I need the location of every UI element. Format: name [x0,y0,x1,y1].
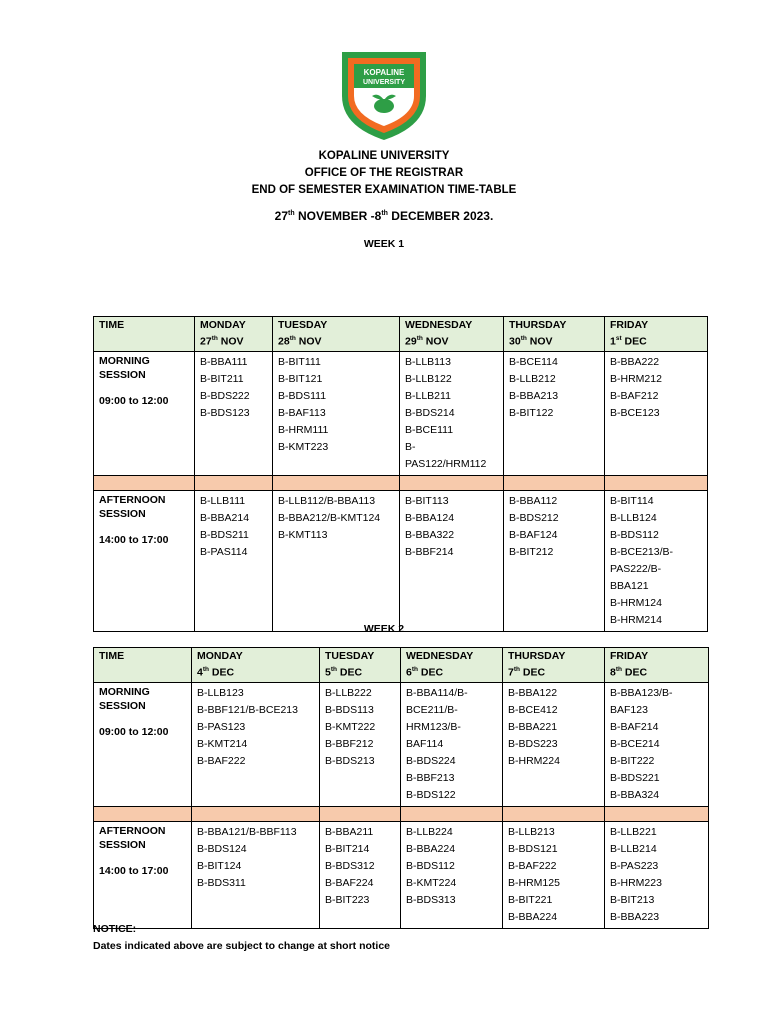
exam-cell [273,351,400,475]
day-name: TUESDAY [325,650,375,662]
course-code: B-BCE214 [610,737,660,750]
day-number: 8 [610,666,616,679]
course-code: B-BAF212 [610,389,659,402]
course-code: B-BCE114 [509,355,558,368]
course-code: B-BDS223 [508,737,558,750]
exam-cell [503,682,605,806]
course-code: BAF114 [406,737,444,750]
course-code: B-BDS222 [200,389,250,402]
course-code: B-BBA322 [405,528,455,541]
session-hours: 14:00 to 17:00 [99,533,169,546]
day-suffix: th [520,335,527,342]
day-month: DEC [420,666,444,679]
session-label [94,490,195,631]
course-code: B-BDS311 [197,876,246,889]
day-suffix: th [211,335,218,342]
course-code: B-BDS113 [325,703,374,716]
exam-cell [401,821,503,928]
session-hours: 09:00 to 12:00 [99,394,169,407]
course-code: B-BIT214 [325,842,370,855]
course-code: B-BDS313 [406,893,456,906]
course-code: B-BDS123 [200,406,250,419]
document-title: END OF SEMESTER EXAMINATION TIME-TABLE [251,184,517,196]
course-code: B-BAF224 [325,876,374,889]
notice-title: NOTICE: [93,923,137,935]
logo-text-line2: UNIVERSITY [362,79,406,86]
course-code: B-BIT124 [197,859,242,872]
day-suffix: th [330,666,337,673]
date-start-suffix: th [288,210,295,217]
time-column-header: TIME [94,317,195,352]
course-code: B-KMT113 [278,528,328,541]
session-name-line2: SESSION [99,368,146,381]
course-code: B-BDS111 [278,389,327,402]
day-name: TUESDAY [278,319,328,331]
exam-cell [320,682,401,806]
course-code: B-HRM125 [508,876,560,889]
course-code: B-LLB221 [610,825,657,838]
session-label [94,682,192,806]
session-hours: 14:00 to 17:00 [99,864,169,877]
course-code: B-PAS223 [610,859,659,872]
day-number: 28 [278,335,290,348]
exam-cell [195,490,273,631]
course-code: B-HRM124 [610,596,662,609]
day-header [192,648,320,683]
session-row [94,351,708,475]
course-code: BBA121 [610,579,649,592]
course-code: B-BBA123/B- [610,686,673,699]
course-code: B-LLB123 [197,686,244,699]
course-code: B-LLB113 [405,355,451,368]
course-code: B-LLB214 [610,842,657,855]
day-suffix: th [411,666,418,673]
separator-row [94,475,708,490]
exam-cell [503,821,605,928]
course-code: B-BAF214 [610,720,659,733]
day-month: DEC [624,335,647,348]
exam-cell [605,682,709,806]
exam-cell [192,682,320,806]
day-month: DEC [522,666,546,679]
course-code: B-BBF214 [405,545,454,558]
course-code: B-LLB224 [406,825,453,838]
course-code: B-BIT122 [509,406,554,419]
course-code: PAS122/HRM112 [405,457,487,470]
session-name-line1: AFTERNOON [99,493,166,506]
day-suffix: th [289,335,296,342]
exam-cell [273,490,400,631]
course-code: B-BIT221 [508,893,553,906]
course-code: B-BBA124 [405,511,455,524]
day-header [504,317,605,352]
date-end-suffix: th [381,210,388,217]
course-code: B-BDS112 [610,528,659,541]
exam-cell [504,490,605,631]
day-name: THURSDAY [509,319,567,331]
day-suffix: th [416,335,423,342]
course-code: BCE211/B- [406,703,458,716]
exam-cell [320,821,401,928]
course-code: B-BCE213/B- [610,545,674,558]
exam-cell [401,682,503,806]
course-code: B-BCE412 [508,703,558,716]
day-header [400,317,504,352]
day-month: NOV [529,335,553,348]
session-name-line2: SESSION [99,699,146,712]
course-code: BAF123 [610,703,648,716]
course-code: B-BDS212 [509,511,559,524]
course-code: B-BBA112 [509,494,558,507]
course-code: B-LLB112/B-BBA113 [278,494,376,507]
day-name: MONDAY [197,650,243,662]
day-month: DEC [211,666,235,679]
table-header-row [94,317,708,352]
session-name-line1: AFTERNOON [99,824,166,837]
course-code: B-LLB122 [405,372,452,385]
office-name: OFFICE OF THE REGISTRAR [304,167,464,179]
day-month: NOV [220,335,244,348]
course-code: B-BBA221 [508,720,558,733]
notice-text: Dates indicated above are subject to change at short notice [93,940,390,952]
course-code: B-BIT223 [325,893,370,906]
course-code: B-BBA223 [610,910,660,923]
session-name-line2: SESSION [99,507,146,520]
day-name: WEDNESDAY [406,650,474,662]
course-code: B-BAF222 [508,859,557,872]
day-header [605,648,709,683]
course-code: B-KMT223 [278,440,329,453]
day-month: DEC [624,666,648,679]
day-number: 29 [405,335,417,348]
day-header [273,317,400,352]
course-code: B-BBA324 [610,788,660,801]
course-code: B-BIT222 [610,754,655,767]
course-code: B-BIT111 [278,355,321,368]
course-code: B-BBA121/B-BBF113 [197,825,297,838]
session-name-line1: MORNING [99,685,150,698]
exam-cell [400,351,504,475]
course-code: B-HRM224 [508,754,560,767]
session-row [94,821,709,928]
exam-cell [192,821,320,928]
exam-cell [605,351,708,475]
separator-row [94,806,709,821]
course-code: B-BIT114 [610,494,654,507]
day-suffix: st [615,335,622,342]
exam-cell [400,490,504,631]
day-header [401,648,503,683]
exam-cell [605,821,709,928]
course-code: B-BBA111 [200,355,248,368]
day-number: 1 [610,335,616,348]
week-1-title: WEEK 1 [363,238,405,250]
day-suffix: th [513,666,520,673]
session-row [94,682,709,806]
course-code: B-BAF124 [509,528,558,541]
course-code: HRM123/B- [406,720,461,733]
course-code: B-BDS213 [325,754,375,767]
course-code: B-LLB212 [509,372,556,385]
notice [93,921,390,955]
day-name: FRIDAY [610,650,649,662]
day-header [320,648,401,683]
day-number: 7 [508,666,514,679]
course-code: B-BDS211 [200,528,249,541]
course-code: B-BAF222 [197,754,246,767]
course-code: B-BIT213 [610,893,655,906]
course-code: B-KMT224 [406,876,457,889]
course-code: B-BDS214 [405,406,455,419]
course-code: B-LLB211 [405,389,451,402]
day-number: 4 [197,666,203,679]
date-end-month: DECEMBER 2023. [387,209,494,223]
course-code: B-BBA212/B-KMT124 [278,511,381,524]
course-code: B-LLB124 [610,511,657,524]
logo-text-line1: KOPALINE [363,68,405,77]
date-start-month: NOVEMBER -8 [294,209,382,223]
day-month: NOV [425,335,449,348]
course-code: B-BBA222 [610,355,660,368]
day-header [503,648,605,683]
exam-cell [605,490,708,631]
day-month: DEC [339,666,363,679]
course-code: B-BIT211 [200,372,244,385]
course-code: B-PAS114 [200,545,248,558]
day-header [605,317,708,352]
session-label [94,351,195,475]
course-code: B-BDS224 [406,754,456,767]
session-name-line1: MORNING [99,354,150,367]
day-name: WEDNESDAY [405,319,473,331]
course-code: B-PAS123 [197,720,246,733]
exam-date-range [0,209,768,223]
course-code: B-BBA224 [508,910,558,923]
course-code: B-BDS122 [406,788,456,801]
course-code: B-HRM214 [610,613,662,626]
course-code: B-HRM111 [278,423,329,436]
course-code: B-BBA224 [406,842,456,855]
day-suffix: th [202,666,209,673]
course-code: PAS222/B- [610,562,662,575]
course-code: B-BIT121 [278,372,323,385]
document-header [0,148,768,199]
course-code: B-KMT222 [325,720,376,733]
time-column-header: TIME [94,648,192,683]
course-code: B-BCE123 [610,406,660,419]
session-hours: 09:00 to 12:00 [99,725,169,738]
day-number: 6 [406,666,412,679]
exam-cell [504,351,605,475]
day-name: FRIDAY [610,319,649,331]
day-suffix: th [615,666,622,673]
session-row [94,490,708,631]
course-code: B-BBA211 [325,825,374,838]
session-label [94,821,192,928]
course-code: B-BDS121 [508,842,558,855]
course-code: B-KMT214 [197,737,248,750]
course-code: B-BBF212 [325,737,374,750]
week-2-timetable [93,647,709,929]
exam-cell [195,351,273,475]
date-start-day: 27 [274,209,289,223]
university-name: KOPALINE UNIVERSITY [318,150,450,162]
course-code: B-BDS112 [406,859,455,872]
table-header-row [94,648,709,683]
course-code: B-BIT212 [509,545,554,558]
course-code: B-BDS312 [325,859,375,872]
course-code: B-BBA214 [200,511,250,524]
day-header [195,317,273,352]
course-code: B-BCE111 [405,423,454,436]
university-logo [334,44,434,144]
course-code: B-LLB111 [200,494,246,507]
day-name: THURSDAY [508,650,566,662]
day-number: 27 [200,335,212,348]
session-name-line2: SESSION [99,838,146,851]
course-code: B-BIT113 [405,494,449,507]
day-number: 30 [509,335,521,348]
course-code: B-BBA122 [508,686,558,699]
course-code: B-BDS124 [197,842,247,855]
course-code: B-LLB222 [325,686,372,699]
week-2-title: WEEK 2 [363,623,405,635]
course-code: B-BDS221 [610,771,660,784]
week-1-timetable [93,316,708,632]
course-code: B-HRM212 [610,372,662,385]
course-code: B-BBA213 [509,389,559,402]
course-code: B-BBF213 [406,771,455,784]
course-code: B-BAF113 [278,406,326,419]
course-code: B-HRM223 [610,876,662,889]
day-name: MONDAY [200,319,246,331]
day-month: NOV [298,335,322,348]
course-code: B-BBF121/B-BCE213 [197,703,298,716]
course-code: B-LLB213 [508,825,555,838]
day-number: 5 [325,666,331,679]
course-code: B- [405,440,416,453]
course-code: B-BBA114/B- [406,686,468,699]
